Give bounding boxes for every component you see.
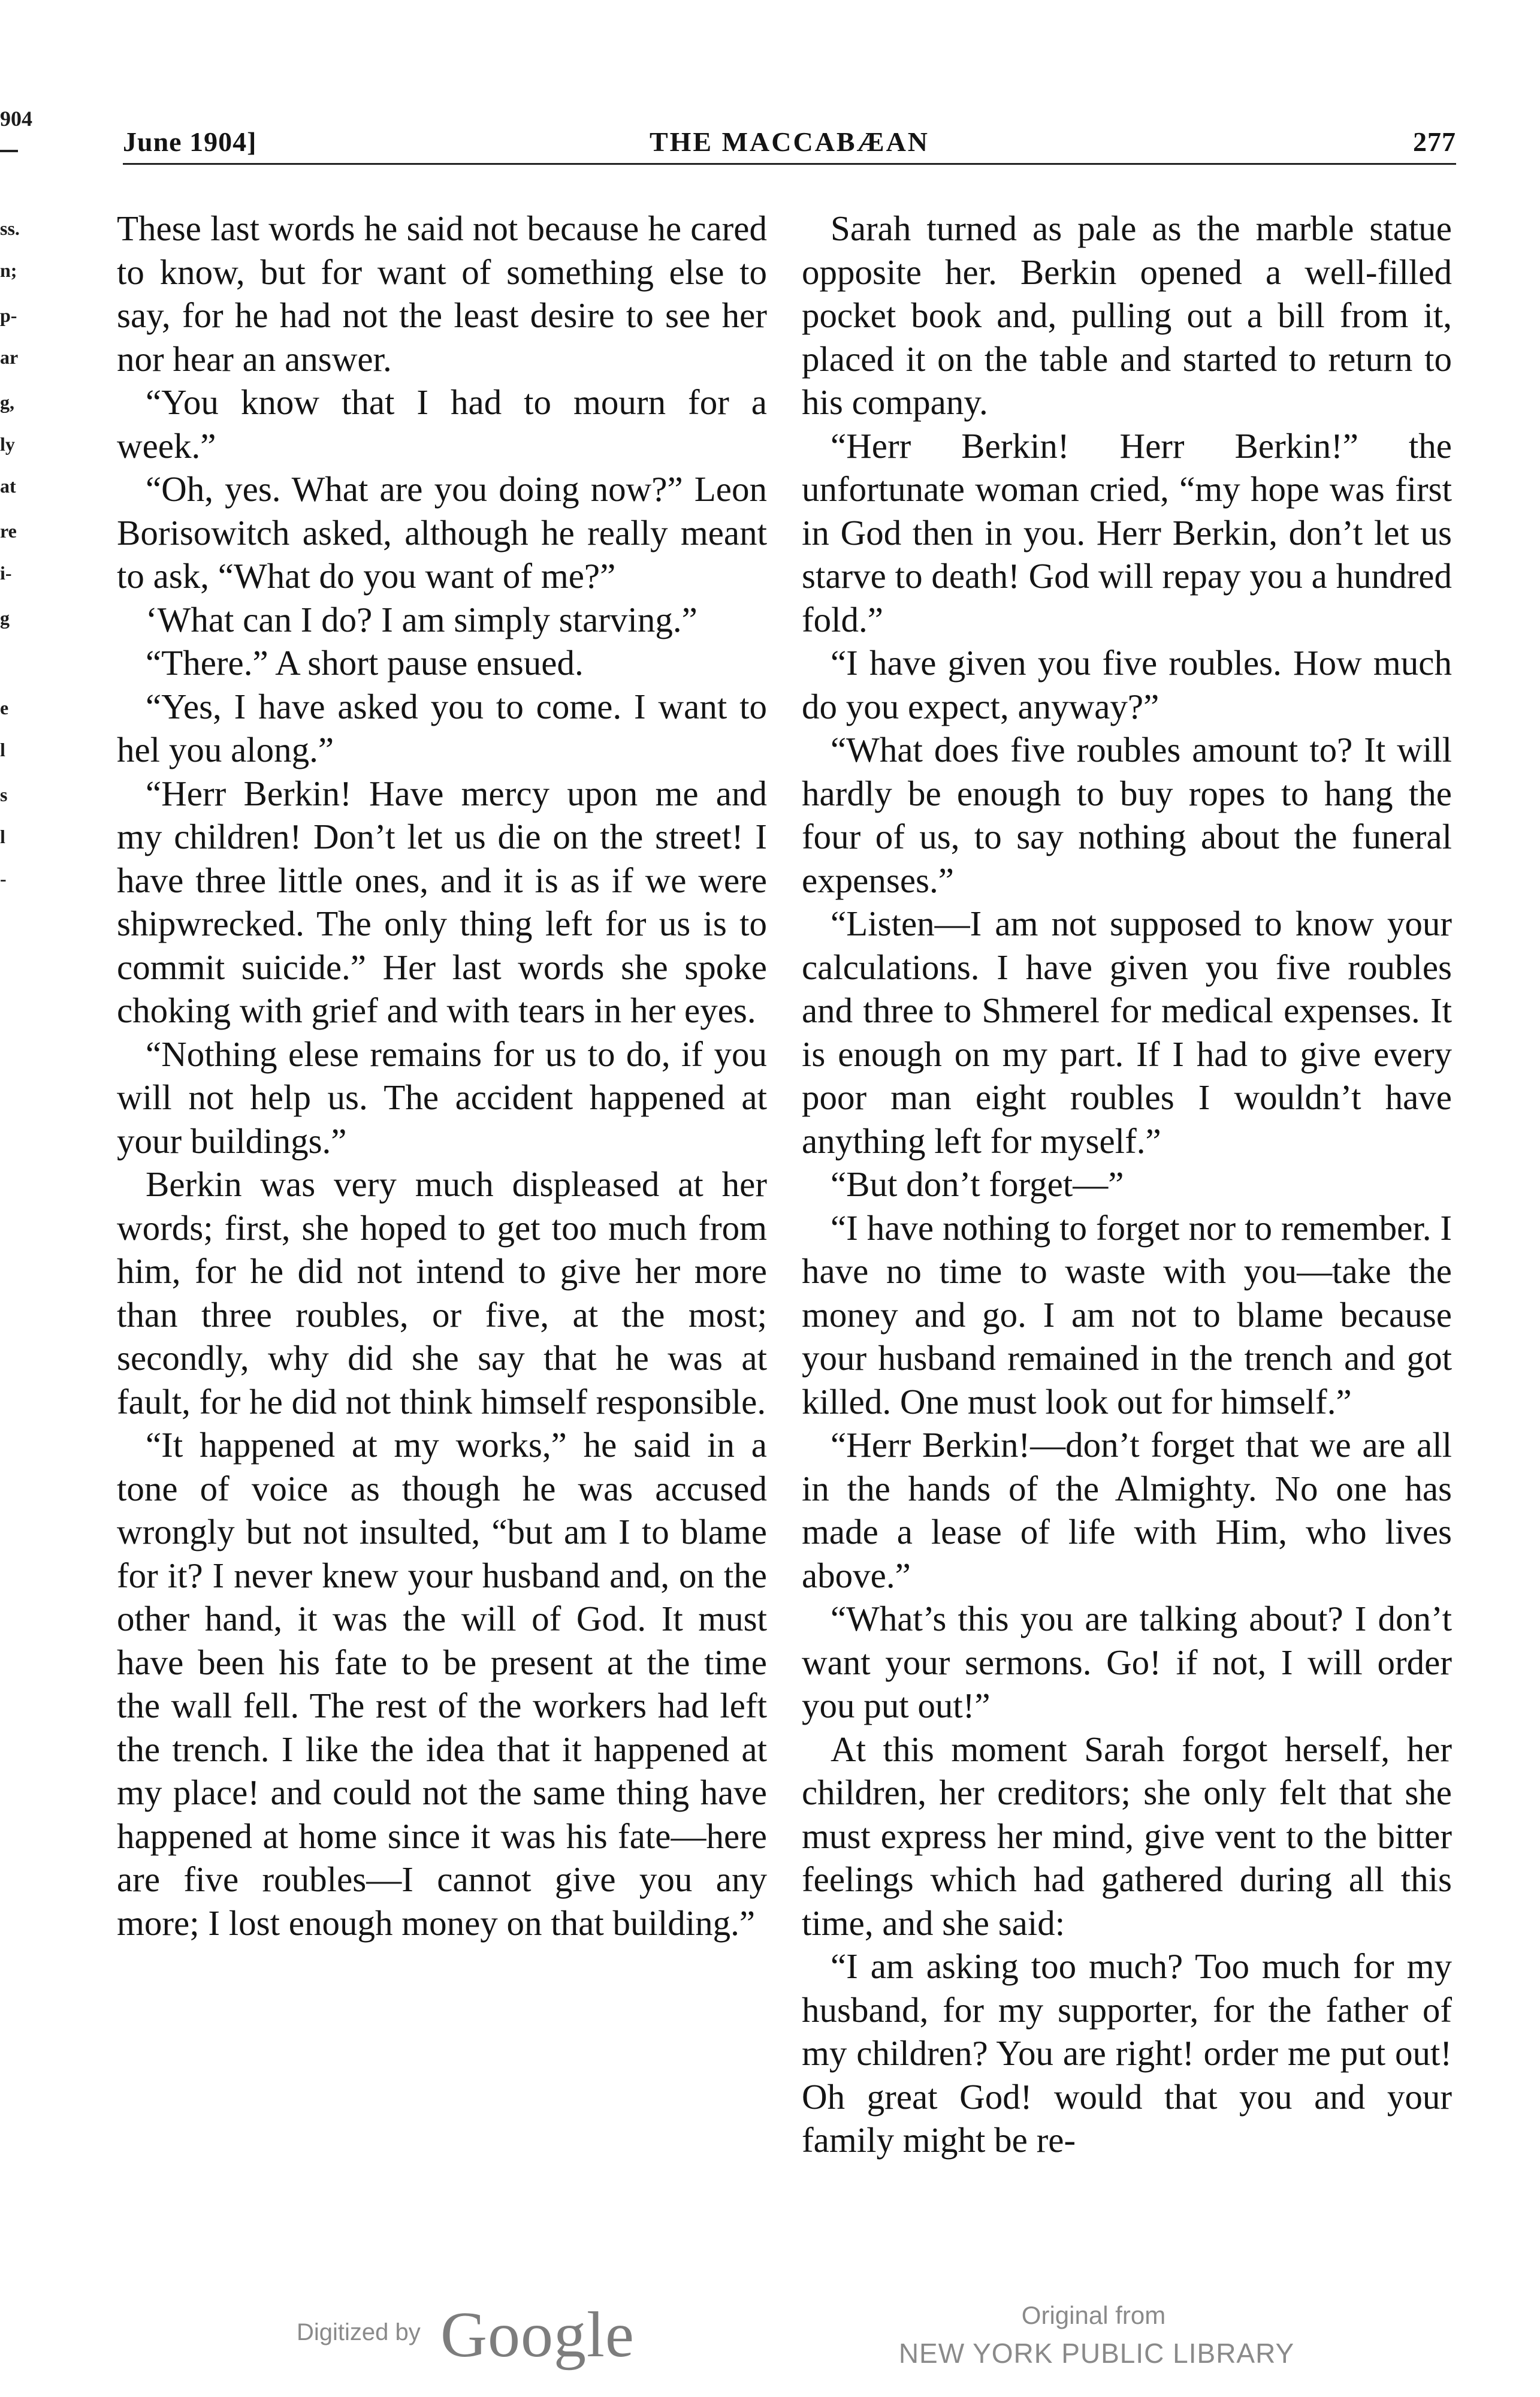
bleed-text: p-: [0, 304, 17, 326]
bleed-text: e: [0, 697, 9, 719]
bleed-text: i-: [0, 562, 12, 584]
paragraph: “Yes, I have asked you to come. I want to hel you along.”: [117, 686, 767, 769]
paragraph: Berkin was very much displeased at her words; first, she hoped to get too much from him, for he did not intend to give her more than three roubles, or five, at the most; secondly, why did she say that he was at fault, for he did not think himself responsible.: [117, 1164, 767, 1421]
digitized-by-label: Digitized by: [297, 2319, 421, 2345]
original-from-label: Original from: [1021, 2301, 1166, 2329]
paragraph: Sarah turned as pale as the marble statue opposite her. Berkin opened a well-filled pocket book and, pulling out a bill from it, placed it on the table and started to return to his company.: [802, 209, 1452, 422]
paragraph: “Herr Berkin!—don’t forget that we are all in the hands of the Almighty. No one has made a lease of life with Him, who lives above.”: [802, 1425, 1452, 1595]
bleed-text: at: [0, 475, 16, 497]
bleed-text: g: [0, 607, 10, 629]
paragraph: “Herr Berkin! Herr Berkin!” the unfortunate woman cried, “my hope was first in God then in you. Herr Berkin, don’t let us starve to death! God will repay you a hundred fold.”: [802, 425, 1452, 639]
bleed-text: l: [0, 826, 5, 847]
journal-title: THE MACCABÆAN: [649, 126, 930, 157]
paragraph: These last words he said not because he cared to know, but for want of something else to say, for he had not the least desire to see her nor hear an answer.: [117, 209, 767, 379]
bleed-text: ly: [0, 433, 15, 455]
paragraph: “There.” A short pause ensued.: [146, 643, 584, 683]
right-column: [802, 207, 1452, 2162]
google-logo: Google: [440, 2299, 635, 2371]
paragraph: “You know that I had to mourn for a week.”: [117, 382, 767, 466]
running-head: [123, 126, 1456, 162]
page-number: 277: [1413, 126, 1456, 157]
bleed-text: ss.: [0, 218, 20, 239]
left-column: [117, 207, 767, 1945]
paragraph: “Nothing elese remains for us to do, if you will not help us. The accident happened at your buildings.”: [117, 1034, 767, 1161]
bleed-text: l: [0, 739, 5, 760]
paragraph: “I am asking too much? Too much for my husband, for my supporter, for the father of my children? You are right! order me put out! Oh great God! would that you and your family might be re-: [802, 1946, 1452, 2160]
paragraph: “Oh, yes. What are you doing now?” Leon Borisowitch asked, although he really meant to ask, “What do you want of me?”: [117, 469, 767, 596]
paragraph: “Herr Berkin! Have mercy upon me and my children! Don’t let us die on the street! I have three little ones, and it is as if we were shipwrecked. The only thing left for us is to commit suicide.” Her last words she spoke choking with grief and with tears in her eyes.: [117, 773, 767, 1030]
paragraph: “I have nothing to forget nor to remember. I have no time to waste with you—take the money and go. I am not to blame because your husband remained in the trench and got killed. One must look out for himself.”: [802, 1207, 1452, 1421]
header-rule: [123, 163, 1456, 165]
issue-date: June 1904]: [123, 126, 257, 157]
paragraph: “But don’t forget—”: [831, 1164, 1124, 1204]
bleed-text: 904: [0, 107, 32, 131]
bleed-text: s: [0, 784, 8, 805]
bleed-text: ar: [0, 346, 19, 368]
bleed-text: re: [0, 520, 17, 542]
paragraph: “It happened at my works,” he said in a tone of voice as though he was accused wrongly but not insulted, “but am I to blame for it? I never knew your husband and, on the other hand, it was the will of God. It must have been his fate to be present at the time the wall fell. The rest of the workers had left the trench. I like the idea that it happened at my place! and could not the same thing have happened at home since it was his fate—here are five roubles—I cannot give you any more; I lost enough money on that building.”: [117, 1425, 767, 1943]
bleed-rule: [0, 150, 18, 152]
paragraph: At this moment Sarah forgot herself, her children, her creditors; she only felt that she must express her mind, give vent to the bitter feelings which had gathered during all this time, and she said:: [802, 1729, 1452, 1943]
bleed-text: n;: [0, 259, 17, 281]
paragraph: “I have given you five roubles. How much do you expect, anyway?”: [802, 643, 1452, 726]
bleed-text: g,: [0, 391, 14, 413]
paragraph: ‘What can I do? I am simply starving.”: [146, 599, 697, 639]
bleed-text: -: [0, 868, 7, 889]
paragraph: “Listen—I am not supposed to know your calculations. I have given you five roubles and three to Shmerel for medical expenses. It is enough on my part. If I had to give every poor man eight roubles I wouldn’t have anything left for myself.”: [802, 904, 1452, 1161]
library-name: NEW YORK PUBLIC LIBRARY: [898, 2338, 1295, 2369]
paragraph: “What’s this you are talking about? I don’t want your sermons. Go! if not, I will order you put out!”: [802, 1599, 1452, 1725]
paragraph: “What does five roubles amount to? It will hardly be enough to buy ropes to hang the four of us, to say nothing about the funeral expenses.”: [802, 730, 1452, 900]
